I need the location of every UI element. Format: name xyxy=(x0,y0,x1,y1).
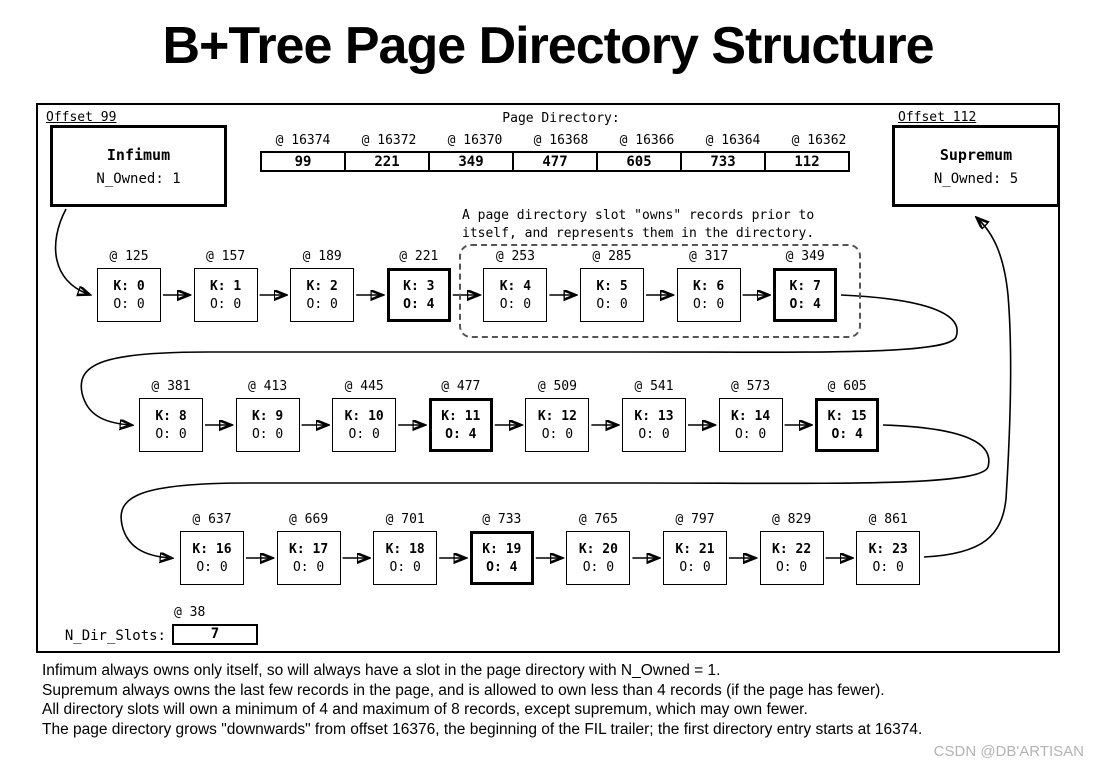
page-directory-title: Page Directory: xyxy=(502,111,620,126)
record-node xyxy=(387,249,451,322)
slot-value-cell: 221 xyxy=(344,151,430,172)
record-address-label: @ 829 xyxy=(772,512,812,527)
supremum-box xyxy=(892,125,1060,207)
record-address-label: @ 413 xyxy=(248,379,288,394)
record-address-label: @ 381 xyxy=(151,379,191,394)
record-node xyxy=(373,512,437,585)
record-box xyxy=(429,398,493,452)
record-address-label: @ 637 xyxy=(192,512,232,527)
record-owned: O: 0 xyxy=(155,426,187,442)
record-address-label: @ 605 xyxy=(827,379,867,394)
record-node xyxy=(525,379,589,452)
record-owned: O: 4 xyxy=(445,426,477,442)
record-address-label: @ 285 xyxy=(592,249,632,264)
record-address-label: @ 253 xyxy=(495,249,535,264)
record-address-label: @ 221 xyxy=(399,249,439,264)
record-owned: O: 0 xyxy=(196,559,228,575)
record-node xyxy=(719,379,783,452)
record-node xyxy=(622,379,686,452)
record-key: K: 5 xyxy=(596,278,628,294)
record-owned: O: 0 xyxy=(775,559,808,575)
record-owned: O: 0 xyxy=(734,426,767,442)
record-node xyxy=(773,249,837,322)
record-node xyxy=(483,249,547,322)
record-owned: O: 0 xyxy=(113,296,145,312)
supremum-n-owned: N_Owned: 5 xyxy=(933,170,1019,187)
record-address-label: @ 861 xyxy=(868,512,908,527)
record-box xyxy=(719,398,783,452)
slot-value-cell: 349 xyxy=(428,151,514,172)
record-node xyxy=(815,379,879,452)
slot-ownership-note-line1: A page directory slot "owns" records prior to xyxy=(462,208,815,223)
record-box xyxy=(290,268,354,322)
record-address-label: @ 317 xyxy=(689,249,729,264)
record-address-label: @ 509 xyxy=(537,379,577,394)
record-key: K: 19 xyxy=(482,541,522,557)
record-key: K: 2 xyxy=(306,278,338,294)
infimum-box xyxy=(50,125,227,207)
record-key: K: 3 xyxy=(403,278,435,294)
infimum-n-owned: N_Owned: 1 xyxy=(96,170,181,187)
record-key: K: 16 xyxy=(192,541,232,557)
record-node xyxy=(580,249,644,322)
record-box xyxy=(622,398,686,452)
slot-address-label: @ 16366 xyxy=(619,133,675,148)
record-key: K: 18 xyxy=(385,541,425,557)
record-box xyxy=(815,398,879,452)
record-node xyxy=(663,512,727,585)
record-key: K: 17 xyxy=(289,541,329,557)
slot-address-label: @ 16364 xyxy=(705,133,761,148)
record-address-label: @ 765 xyxy=(578,512,618,527)
record-box xyxy=(580,268,644,322)
record-node xyxy=(194,249,258,322)
record-box xyxy=(387,268,451,322)
footnote-line: All directory slots will own a minimum of 4 and maximum of 8 records, except supremum, which may own fewer. xyxy=(42,701,808,718)
record-node xyxy=(139,379,203,452)
slot-address-label: @ 16368 xyxy=(533,133,589,148)
record-key: K: 6 xyxy=(692,278,725,294)
record-key: K: 8 xyxy=(155,408,187,424)
record-owned: O: 0 xyxy=(251,426,284,442)
record-owned: O: 0 xyxy=(692,296,725,312)
record-node xyxy=(856,512,920,585)
watermark: CSDN @DB'ARTISAN xyxy=(933,743,1084,760)
slot-ownership-note-line2: itself, and represents them in the directory. xyxy=(462,226,815,241)
slot-address-label: @ 16372 xyxy=(361,133,417,148)
record-key: K: 12 xyxy=(537,408,577,424)
record-key: K: 14 xyxy=(731,408,771,424)
slot-value-cell: 112 xyxy=(764,151,850,172)
record-key: K: 15 xyxy=(827,408,867,424)
record-box xyxy=(663,531,727,585)
n-dir-slots-address-label: @ 38 xyxy=(174,605,206,620)
diagram-frame xyxy=(36,103,1060,653)
record-owned: O: 0 xyxy=(209,296,242,312)
record-box xyxy=(566,531,630,585)
slot-value-cell: 605 xyxy=(596,151,682,172)
record-address-label: @ 573 xyxy=(731,379,771,394)
record-node xyxy=(180,512,244,585)
supremum-offset-label: Offset 112 xyxy=(898,110,977,125)
slot-value-cell: 477 xyxy=(512,151,598,172)
record-key: K: 10 xyxy=(344,408,384,424)
record-owned: O: 0 xyxy=(638,426,670,442)
slot-address-label: @ 16370 xyxy=(447,133,503,148)
footnote-line: Infimum always owns only itself, so will always have a slot in the page directory with N_Owned = 1. xyxy=(42,662,721,679)
record-address-label: @ 189 xyxy=(302,249,342,264)
record-key: K: 21 xyxy=(675,541,715,557)
record-key: K: 4 xyxy=(499,278,532,294)
footnotes xyxy=(42,661,922,739)
record-box xyxy=(180,531,244,585)
record-address-label: @ 541 xyxy=(634,379,674,394)
record-address-label: @ 669 xyxy=(289,512,329,527)
record-box xyxy=(194,268,258,322)
slot-value-cell: 733 xyxy=(680,151,766,172)
page-title: B+Tree Page Directory Structure xyxy=(162,17,934,75)
record-node xyxy=(97,249,161,322)
footnote-line: Supremum always owns the last few records in the page, and is allowed to own less than 4 records (if the page has fewer). xyxy=(42,681,885,699)
record-owned: O: 0 xyxy=(348,426,380,442)
record-key: K: 13 xyxy=(634,408,674,424)
record-owned: O: 0 xyxy=(306,296,338,312)
record-box xyxy=(773,268,837,322)
record-node xyxy=(332,379,396,452)
record-key: K: 22 xyxy=(772,541,812,557)
record-key: K: 9 xyxy=(251,408,284,424)
record-address-label: @ 349 xyxy=(785,249,825,264)
record-address-label: @ 157 xyxy=(206,249,246,264)
infimum-offset-label: Offset 99 xyxy=(46,110,117,125)
n-dir-slots-label: N_Dir_Slots: xyxy=(64,628,166,644)
record-owned: O: 4 xyxy=(486,559,518,575)
slot-address-label: @ 16374 xyxy=(275,133,331,148)
record-node xyxy=(236,379,300,452)
record-box xyxy=(332,398,396,452)
record-owned: O: 0 xyxy=(292,559,325,575)
record-box xyxy=(856,531,920,585)
record-node xyxy=(677,249,741,322)
footnote-line: The page directory grows "downwards" from offset 16376, the beginning of the FIL trailer; the first directory entry starts at 16374. xyxy=(42,720,923,738)
record-box xyxy=(760,531,824,585)
slot-address-label: @ 16362 xyxy=(791,133,847,148)
record-box xyxy=(525,398,589,452)
record-address-label: @ 125 xyxy=(109,249,149,264)
record-owned: O: 0 xyxy=(582,559,615,575)
record-owned: O: 4 xyxy=(789,296,821,312)
record-key: K: 20 xyxy=(578,541,618,557)
record-owned: O: 0 xyxy=(596,296,628,312)
record-address-label: @ 797 xyxy=(675,512,715,527)
record-owned: O: 0 xyxy=(679,559,711,575)
page-directory-cells xyxy=(260,151,850,172)
record-node xyxy=(470,512,534,585)
record-owned: O: 0 xyxy=(389,559,421,575)
record-owned: O: 0 xyxy=(499,296,532,312)
supremum-name: Supremum xyxy=(939,145,1013,164)
record-node xyxy=(566,512,630,585)
record-box xyxy=(277,531,341,585)
record-key: K: 7 xyxy=(789,278,821,294)
arrow-row3-to-supremum xyxy=(924,219,1011,557)
record-box xyxy=(373,531,437,585)
record-address-label: @ 701 xyxy=(385,512,425,527)
record-node xyxy=(429,379,493,452)
record-owned: O: 4 xyxy=(831,426,863,442)
record-box xyxy=(97,268,161,322)
record-key: K: 23 xyxy=(868,541,908,557)
record-address-label: @ 733 xyxy=(482,512,522,527)
record-key: K: 1 xyxy=(209,278,242,294)
record-box xyxy=(677,268,741,322)
record-owned: O: 0 xyxy=(541,426,574,442)
record-box xyxy=(470,531,534,585)
record-key: K: 11 xyxy=(441,408,481,424)
n-dir-slots-value: 7 xyxy=(172,624,258,645)
record-owned: O: 0 xyxy=(872,559,904,575)
slot-ownership-note xyxy=(462,207,814,243)
slot-value-cell: 99 xyxy=(260,151,346,172)
record-address-label: @ 477 xyxy=(441,379,481,394)
record-key: K: 0 xyxy=(113,278,145,294)
record-box xyxy=(139,398,203,452)
record-node xyxy=(290,249,354,322)
record-box xyxy=(236,398,300,452)
record-node xyxy=(760,512,824,585)
record-owned: O: 4 xyxy=(403,296,435,312)
infimum-name: Infimum xyxy=(106,145,171,164)
record-address-label: @ 445 xyxy=(344,379,384,394)
record-box xyxy=(483,268,547,322)
record-node xyxy=(277,512,341,585)
page-directory-headers xyxy=(260,133,862,148)
